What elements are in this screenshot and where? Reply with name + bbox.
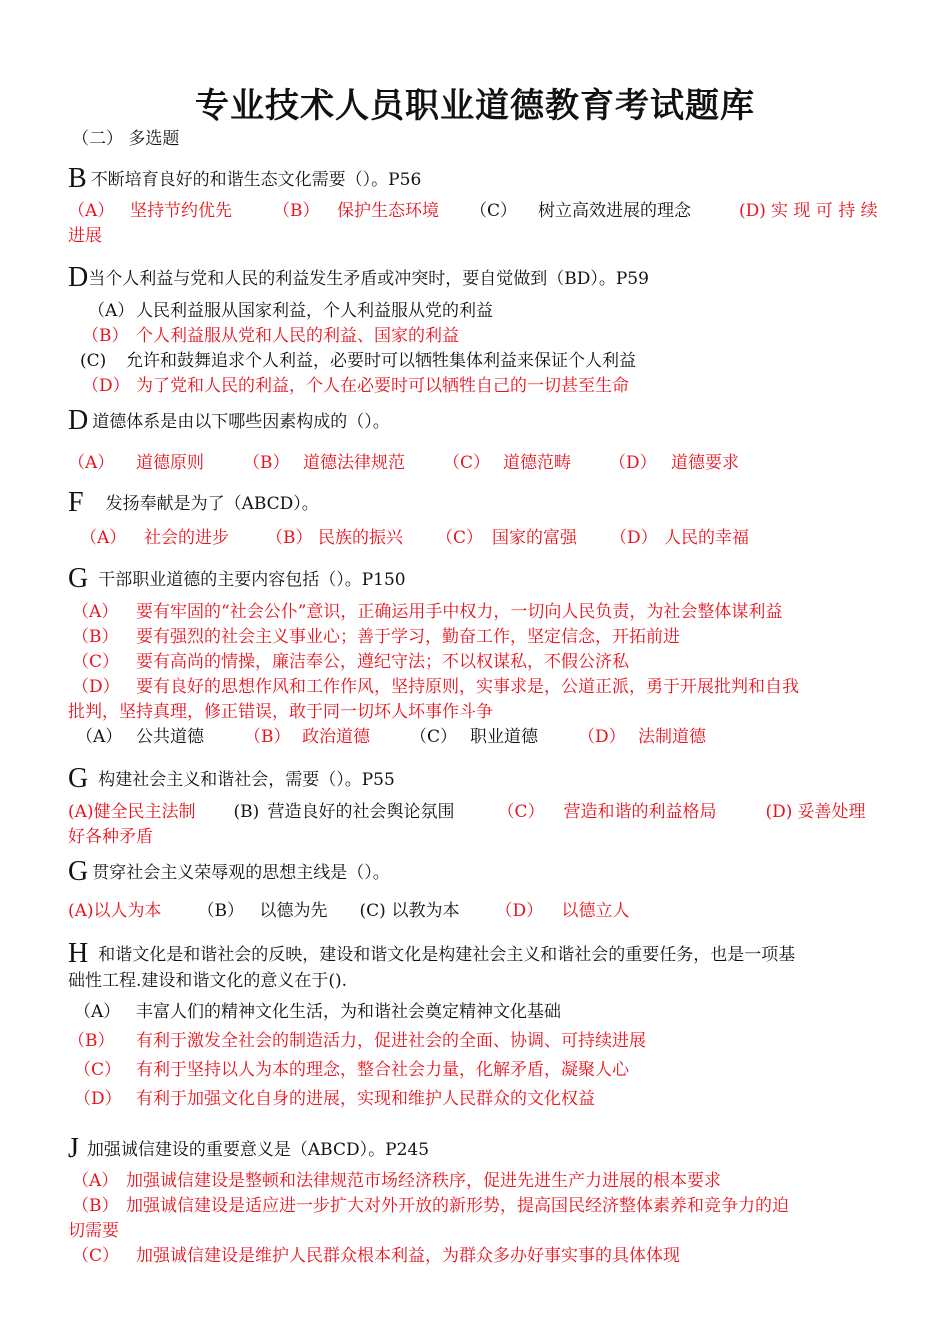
option-text: 道德范畴 bbox=[503, 453, 571, 473]
option-row bbox=[68, 800, 883, 825]
option-label: （A） bbox=[74, 1002, 121, 1022]
option-continuation: 好各种矛盾 bbox=[68, 827, 153, 847]
option-text: 以德立人 bbox=[561, 901, 630, 921]
option-label: （D） bbox=[82, 376, 130, 396]
option-text: 加强诚信建设是适应进一步扩大对外开放的新形势，提高国民经济整体素养和竞争力的迫 bbox=[126, 1196, 789, 1216]
index-letter: D bbox=[68, 405, 89, 436]
option-text: 道德法律规范 bbox=[303, 453, 405, 473]
question-text: 干部职业道德的主要内容包括（）。P150 bbox=[98, 570, 406, 590]
option-row bbox=[76, 725, 891, 750]
option-label: （B） bbox=[273, 201, 320, 221]
option-label: (C) bbox=[80, 351, 107, 371]
option bbox=[74, 1087, 889, 1112]
question-stem bbox=[68, 405, 883, 436]
option-text: 为了党和人民的利益，个人在必要时可以牺牲自己的一切甚至生命 bbox=[136, 376, 629, 396]
option-label: （A） bbox=[80, 528, 127, 548]
option-text: 有利于加强文化自身的进展，实现和维护人民群众的文化权益 bbox=[136, 1089, 595, 1109]
option-label: (C) bbox=[359, 901, 386, 921]
question-text-continuation: 础性工程.建设和谐文化的意义在于(). bbox=[68, 971, 348, 991]
question-stem bbox=[68, 938, 883, 969]
question-text: 加强诚信建设的重要意义是（ABCD）。P245 bbox=[86, 1140, 430, 1160]
option-label: （B） bbox=[82, 326, 129, 346]
question-text: 和谐文化是和谐社会的反映，建设和谐文化是构建社会主义和谐社会的重要任务，也是一项基 bbox=[98, 945, 796, 965]
question-text: 不断培育良好的和谐生态文化需要（）。P56 bbox=[90, 170, 422, 190]
option-label: （A） bbox=[76, 727, 123, 747]
option-label: (D) bbox=[739, 201, 766, 221]
option-text: 妥善处理 bbox=[797, 802, 866, 822]
option-text: 加强诚信建设是整顿和法律规范市场经济秩序，促进先进生产力进展的根本要求 bbox=[126, 1171, 721, 1191]
option-text: 道德要求 bbox=[671, 453, 739, 473]
question-text: 道德体系是由以下哪些因素构成的（）。 bbox=[92, 412, 390, 432]
option-text: 营造良好的社会舆论氛围 bbox=[267, 802, 455, 822]
option-label: （B） bbox=[72, 1196, 119, 1216]
option-label: （B） bbox=[68, 1031, 115, 1051]
option-text: 以教为本 bbox=[391, 901, 460, 921]
option-label: （D） bbox=[610, 528, 658, 548]
option-label: （C） bbox=[410, 727, 458, 747]
index-letter: G bbox=[68, 763, 89, 794]
option-label: （C） bbox=[74, 1060, 122, 1080]
option bbox=[82, 324, 897, 349]
option-text: 营造和谐的利益格局 bbox=[563, 802, 717, 822]
option bbox=[72, 1194, 887, 1219]
question-stem bbox=[68, 763, 883, 794]
index-letter: B bbox=[68, 163, 87, 194]
option-text: 社会的进步 bbox=[144, 528, 229, 548]
option-label: （D） bbox=[609, 453, 657, 473]
option-label: （B） bbox=[72, 627, 119, 647]
option-row bbox=[80, 526, 895, 551]
option-label: （A） bbox=[68, 201, 115, 221]
option-label: (A) bbox=[68, 901, 94, 921]
question-stem bbox=[68, 262, 883, 293]
question-text: 构建社会主义和谐社会，需要（）。P55 bbox=[98, 770, 395, 790]
option-text: 法制道德 bbox=[638, 727, 706, 747]
option bbox=[72, 625, 887, 650]
question-stem bbox=[68, 856, 883, 887]
option-row bbox=[68, 199, 883, 224]
option-label: （B） bbox=[243, 453, 290, 473]
option-label: （C） bbox=[497, 802, 545, 822]
option-text: 坚持节约优先 bbox=[130, 201, 232, 221]
option-label: （B） bbox=[266, 528, 313, 548]
option-text: 允许和鼓舞追求个人利益，必要时可以牺牲集体利益来保证个人利益 bbox=[126, 351, 636, 371]
question-stem bbox=[68, 563, 883, 594]
option bbox=[72, 650, 887, 675]
question-stem bbox=[68, 487, 883, 518]
option-label: （C） bbox=[72, 652, 120, 672]
option-text: 以德为先 bbox=[259, 901, 328, 921]
option-label: （C） bbox=[470, 201, 518, 221]
option-text: 要有强烈的社会主义事业心；善于学习，勤奋工作，坚定信念，开拓前进 bbox=[136, 627, 680, 647]
option-label: (A) bbox=[68, 802, 94, 822]
option-text: 以人为本 bbox=[93, 901, 162, 921]
option-label: （C） bbox=[443, 453, 491, 473]
option-text: 有利于激发全社会的制造活力，促进社会的全面、协调、可持续进展 bbox=[136, 1031, 646, 1051]
index-letter: F bbox=[68, 487, 84, 518]
option-text: 要有良好的思想作风和工作作风，坚持原则，实事求是，公道正派，勇于开展批判和自我 bbox=[136, 677, 799, 697]
option-text: 加强诚信建设是维护人民群众根本利益，为群众多办好事实事的具体体现 bbox=[136, 1246, 680, 1266]
index-letter: D bbox=[68, 262, 89, 293]
option-text: 要有高尚的情操，廉洁奉公，遵纪守法；不以权谋私，不假公济私 bbox=[136, 652, 629, 672]
option bbox=[68, 1029, 883, 1054]
option-label: （A） bbox=[88, 301, 135, 321]
question-stem bbox=[68, 1133, 883, 1164]
option-text: 要有牢固的“社会公仆”意识，正确运用手中权力，一切向人民负责，为社会整体谋利益 bbox=[136, 602, 783, 622]
option-text: 人民的幸福 bbox=[664, 528, 749, 548]
option-label: （A） bbox=[68, 453, 115, 473]
option-text: 丰富人们的精神文化生活，为和谐社会奠定精神文化基础 bbox=[136, 1002, 561, 1022]
option-label: （A） bbox=[72, 602, 119, 622]
option bbox=[72, 1169, 887, 1194]
option-text: 人民利益服从国家利益，个人利益服从党的利益 bbox=[136, 301, 493, 321]
option-label: (D) bbox=[765, 802, 793, 822]
index-letter: J bbox=[68, 1133, 79, 1164]
option-text: 公共道德 bbox=[136, 727, 204, 747]
option-text: 政治道德 bbox=[302, 727, 370, 747]
option-label: （D） bbox=[72, 677, 120, 697]
section-heading: （二） 多选题 bbox=[72, 129, 180, 149]
option-continuation: 进展 bbox=[68, 226, 102, 246]
option-text: 个人利益服从党和人民的利益、国家的利益 bbox=[136, 326, 459, 346]
option-label: （C） bbox=[72, 1246, 120, 1266]
option-text: 有利于坚持以人为本的理念，整合社会力量，化解矛盾，凝聚人心 bbox=[136, 1060, 629, 1080]
question-text: 当个人利益与党和人民的利益发生矛盾或冲突时，要自觉做到（BD）。P59 bbox=[88, 269, 649, 289]
page-title: 专业技术人员职业道德教育考试题库 bbox=[195, 86, 755, 126]
option-text: 道德原则 bbox=[136, 453, 204, 473]
index-letter: H bbox=[68, 938, 89, 969]
option-label: （B） bbox=[244, 727, 291, 747]
option-text: 健全民主法制 bbox=[93, 802, 196, 822]
option-text: 国家的富强 bbox=[492, 528, 577, 548]
option-label: (B) bbox=[233, 802, 260, 822]
option-row bbox=[68, 451, 883, 476]
option-label: （D） bbox=[74, 1089, 122, 1109]
option bbox=[74, 1058, 889, 1083]
question-text: 贯穿社会主义荣辱观的思想主线是（）。 bbox=[92, 863, 390, 883]
option-continuation: 切需要 bbox=[68, 1221, 119, 1241]
option bbox=[72, 675, 887, 700]
option bbox=[80, 349, 895, 374]
option-text: 民族的振兴 bbox=[318, 528, 403, 548]
option bbox=[82, 374, 897, 399]
option-text: 树立高效进展的理念 bbox=[538, 201, 691, 221]
option-label: （C） bbox=[436, 528, 484, 548]
option-text: 职业道德 bbox=[470, 727, 538, 747]
option bbox=[72, 600, 887, 625]
option-continuation: 批判，坚持真理，修正错误，敢于同一切坏人坏事作斗争 bbox=[68, 702, 493, 722]
index-letter: G bbox=[68, 856, 89, 887]
option-label: （A） bbox=[72, 1171, 119, 1191]
option bbox=[88, 299, 903, 324]
option-label: （D） bbox=[495, 901, 544, 921]
option bbox=[74, 1000, 889, 1025]
option-label: （B） bbox=[197, 901, 245, 921]
index-letter: G bbox=[68, 563, 89, 594]
option bbox=[72, 1244, 887, 1269]
option-row bbox=[68, 899, 883, 924]
option-text: 实 现 可 持 续 bbox=[771, 201, 878, 221]
question-stem bbox=[68, 163, 883, 194]
option-text: 保护生态环境 bbox=[337, 201, 439, 221]
question-text: 发扬奉献是为了（ABCD）。 bbox=[105, 494, 319, 514]
option-label: （D） bbox=[578, 727, 626, 747]
